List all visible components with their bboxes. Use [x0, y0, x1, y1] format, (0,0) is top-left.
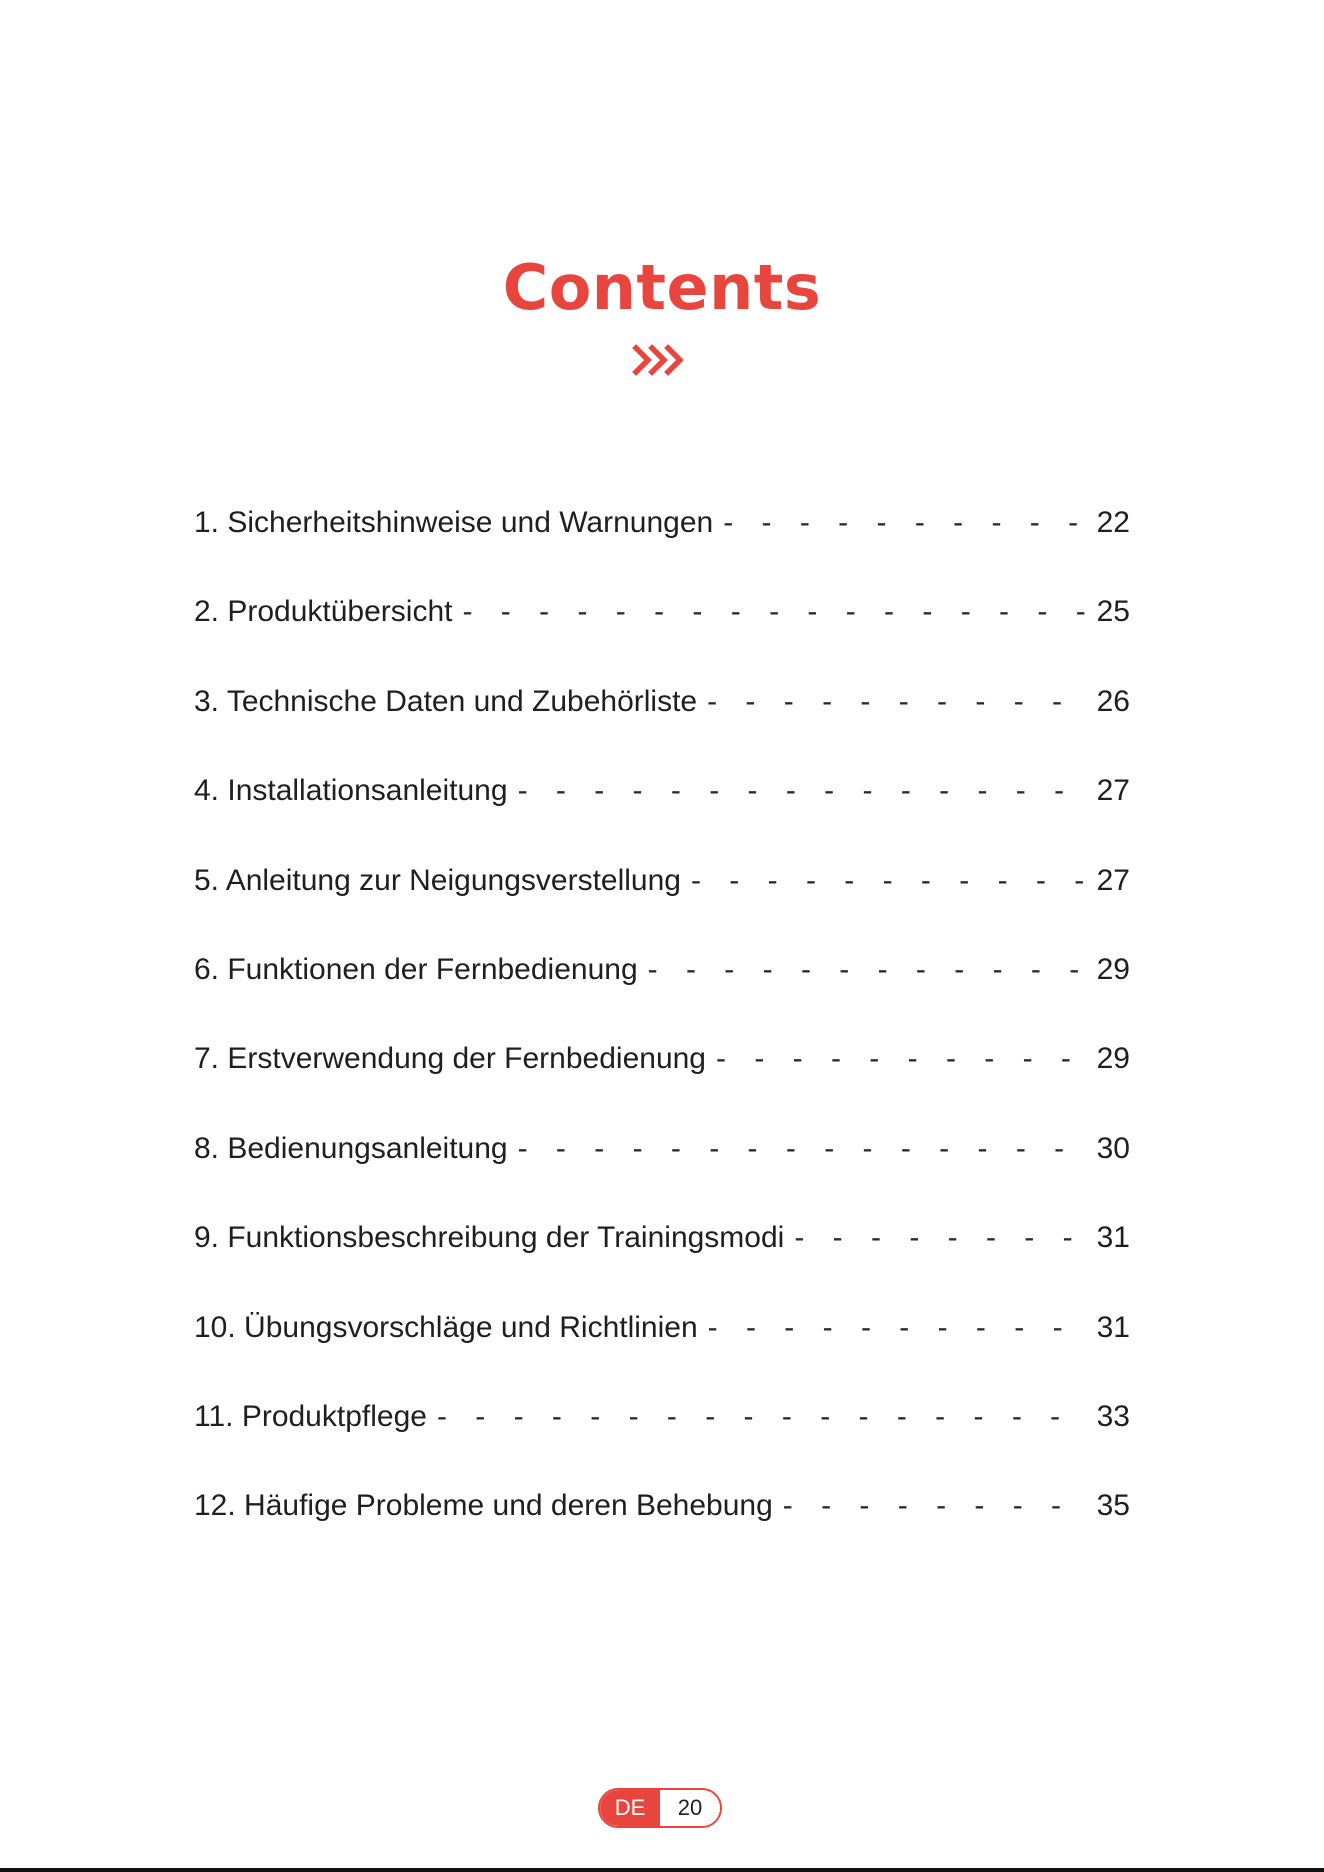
toc-entry-5[interactable]	[194, 855, 1130, 944]
toc-entry-label: 1. Sicherheitshinweise und Warnungen	[194, 506, 714, 539]
toc-entry-label: 10. Übungsvorschläge und Richtlinien	[194, 1310, 698, 1344]
triple-chevron-right-icon	[632, 344, 692, 376]
toc-dot-leader	[723, 497, 1086, 549]
toc-entry-label: 5. Anleitung zur Neigungsverstellung	[194, 863, 681, 897]
toc-entry-6[interactable]	[194, 944, 1130, 1033]
toc-dot-leader	[518, 1123, 1087, 1175]
toc-entry-label: 2. Produktübersicht	[194, 595, 453, 629]
language-badge: DE	[600, 1790, 660, 1826]
toc-entry-10[interactable]	[194, 1302, 1130, 1391]
toc-entry-1[interactable]	[194, 497, 1130, 586]
bottom-divider	[0, 1868, 1324, 1872]
toc-entry-label: 11. Produktpflege	[194, 1399, 427, 1433]
toc-entry-page: 29	[1096, 1042, 1130, 1076]
toc-entry-page: 29	[1096, 952, 1130, 986]
toc-entry-page: 25	[1096, 595, 1130, 629]
page-title: Contents	[502, 251, 822, 324]
toc-entry-label: 7. Erstverwendung der Fernbedienung	[194, 1042, 706, 1076]
toc-entry-2[interactable]	[194, 586, 1130, 675]
toc-entry-label: 12. Häufige Probleme und deren Behebung	[194, 1489, 773, 1523]
toc-entry-page: 33	[1096, 1399, 1130, 1433]
toc-entry-page: 31	[1096, 1310, 1130, 1344]
toc-dot-leader	[783, 1480, 1087, 1532]
toc-dot-leader	[716, 1033, 1087, 1085]
page-number: 20	[660, 1790, 720, 1826]
toc-entry-9[interactable]	[194, 1212, 1130, 1301]
toc-entry-12[interactable]	[194, 1480, 1130, 1569]
toc-entry-7[interactable]	[194, 1033, 1130, 1122]
toc-entry-label: 6. Funktionen der Fernbedienung	[194, 952, 638, 986]
table-of-contents	[194, 497, 1130, 1570]
toc-dot-leader	[518, 765, 1087, 817]
toc-entry-label: 8. Bedienungsanleitung	[194, 1131, 508, 1165]
toc-entry-page: 27	[1096, 863, 1130, 897]
toc-entry-label: 4. Installationsanleitung	[194, 774, 508, 808]
toc-entry-3[interactable]	[194, 676, 1130, 765]
toc-dot-leader	[437, 1391, 1087, 1443]
toc-entry-4[interactable]	[194, 765, 1130, 854]
toc-entry-page: 31	[1096, 1221, 1130, 1255]
toc-entry-label: 9. Funktionsbeschreibung der Trainingsmodi	[194, 1221, 785, 1255]
toc-entry-page: 35	[1096, 1489, 1130, 1523]
page-number-badge	[598, 1788, 722, 1828]
toc-entry-page: 27	[1096, 774, 1130, 808]
toc-dot-leader	[462, 586, 1086, 638]
toc-entry-page: 22	[1096, 506, 1130, 539]
toc-dot-leader	[707, 676, 1087, 728]
toc-entry-label: 3. Technische Daten und Zubehörliste	[194, 684, 698, 718]
toc-entry-page: 26	[1096, 684, 1130, 718]
toc-entry-11[interactable]	[194, 1391, 1130, 1480]
toc-dot-leader	[708, 1302, 1087, 1354]
toc-dot-leader	[794, 1212, 1086, 1264]
toc-dot-leader	[648, 944, 1087, 996]
toc-entry-page: 30	[1096, 1131, 1130, 1165]
toc-entry-8[interactable]	[194, 1123, 1130, 1212]
toc-dot-leader	[691, 855, 1087, 907]
